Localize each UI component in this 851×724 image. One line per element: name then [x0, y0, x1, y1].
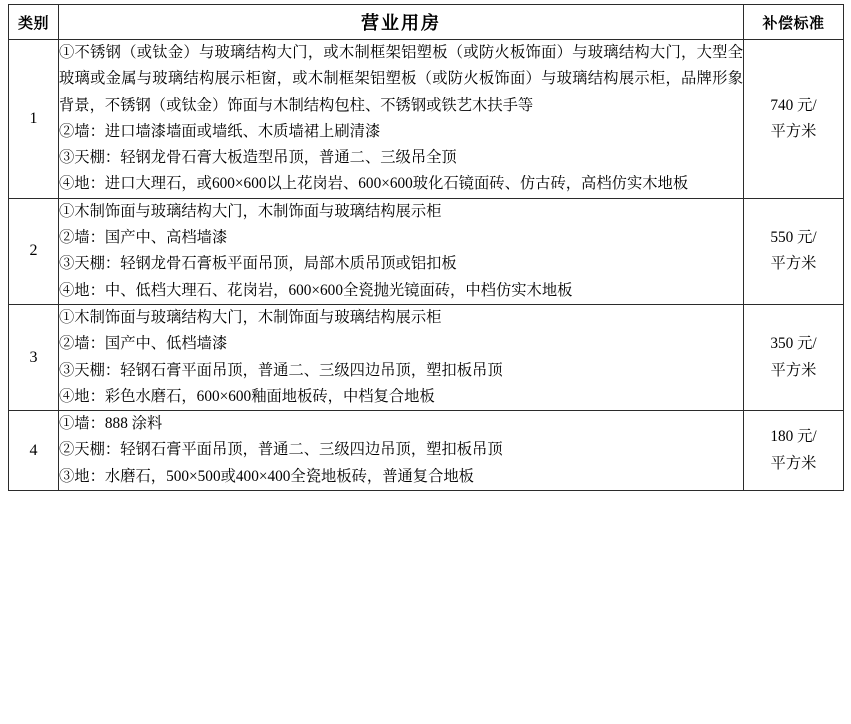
- standard-unit: 平方米: [770, 255, 817, 273]
- description-item: ①墙：888 涂料: [59, 415, 163, 433]
- standard-amount: 350 元/: [770, 335, 817, 353]
- compensation-standard-table: [8, 4, 844, 491]
- table-header: [9, 5, 844, 40]
- description-item: ③天棚：轻钢龙骨石膏大板造型吊顶，普通二、三级吊全顶: [59, 149, 457, 167]
- row-standard-2: [744, 198, 844, 304]
- description-item: ③天棚：轻钢石膏平面吊顶，普通二、三级四边吊顶，塑扣板吊顶: [59, 361, 503, 379]
- description-item: ②墙：进口墙漆墙面或墙纸、木质墙裙上刷清漆: [59, 122, 381, 140]
- standard-unit: 平方米: [770, 454, 817, 472]
- description-item: ④地：进口大理石，或600×600以上花岗岩、600×600玻化石镜面砖、仿古砖，高档仿实木地板: [59, 175, 689, 193]
- description-item: ③天棚：轻钢龙骨石膏板平面吊顶，局部木质吊顶或铝扣板: [59, 255, 457, 273]
- description-item: ①木制饰面与玻璃结构大门，木制饰面与玻璃结构展示柜: [59, 202, 442, 220]
- description-item: ②天棚：轻钢石膏平面吊顶，普通二、三级四边吊顶，塑扣板吊顶: [59, 441, 503, 459]
- row-standard-3: [744, 304, 844, 410]
- column-header-category: 类别: [9, 5, 59, 40]
- table-row: [9, 411, 844, 491]
- table-row: [9, 198, 844, 304]
- table-header-row: [9, 5, 844, 40]
- row-standard-1: [744, 40, 844, 199]
- description-item: ④地：彩色水磨石，600×600釉面地板砖，中档复合地板: [59, 387, 435, 405]
- column-header-business-premises: 营业用房: [59, 5, 744, 40]
- description-item: ①木制饰面与玻璃结构大门，木制饰面与玻璃结构展示柜: [59, 308, 442, 326]
- standard-amount: 550 元/: [770, 229, 817, 247]
- row-description-4: [59, 411, 744, 491]
- row-category-4: 4: [9, 411, 59, 491]
- standard-amount: 740 元/: [770, 96, 817, 114]
- description-item: ②墙：国产中、高档墙漆: [59, 229, 228, 247]
- column-header-compensation-standard: 补偿标准: [744, 5, 844, 40]
- row-description-3: [59, 304, 744, 410]
- table-body: [9, 40, 844, 491]
- row-standard-4: [744, 411, 844, 491]
- description-item: ④地：中、低档大理石、花岗岩，600×600全瓷抛光镜面砖，中档仿实木地板: [59, 281, 573, 299]
- row-description-1: [59, 40, 744, 199]
- row-category-1: 1: [9, 40, 59, 199]
- standard-amount: 180 元/: [770, 428, 817, 446]
- standard-unit: 平方米: [770, 122, 817, 140]
- row-description-2: [59, 198, 744, 304]
- description-item: ①不锈钢（或钛金）与玻璃结构大门，或木制框架铝塑板（或防火板饰面）与玻璃结构大门，大型全玻璃或金属与玻璃结构展示柜窗，或木制框架铝塑板（或防火板饰面）与玻璃结构展示柜，品牌形象背景，不锈钢（或钛金）饰面与木制结构包柱、不锈钢或铁艺木扶手等: [59, 44, 743, 114]
- row-category-2: 2: [9, 198, 59, 304]
- table-row: [9, 40, 844, 199]
- description-item: ③地：水磨石，500×500或400×400全瓷地板砖，普通复合地板: [59, 467, 474, 485]
- description-item: ②墙：国产中、低档墙漆: [59, 335, 228, 353]
- table-row: [9, 304, 844, 410]
- standard-unit: 平方米: [770, 361, 817, 379]
- row-category-3: 3: [9, 304, 59, 410]
